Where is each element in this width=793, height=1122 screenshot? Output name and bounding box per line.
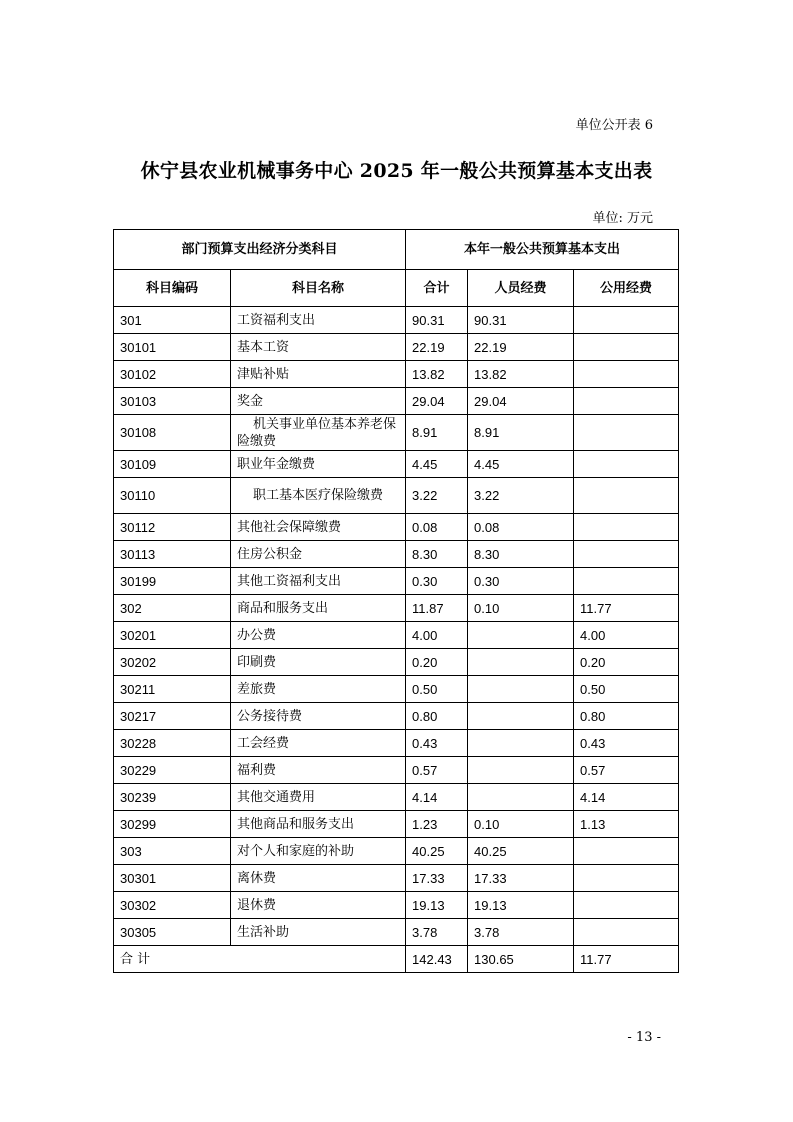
row-code-cell: 30211 — [114, 676, 231, 703]
row-total-cell: 4.45 — [406, 451, 468, 478]
row-personnel-cell — [468, 622, 574, 649]
row-public-cell — [574, 478, 679, 514]
row-name-cell: 机关事业单位基本养老保险缴费 — [231, 415, 406, 451]
row-name-cell: 奖金 — [231, 388, 406, 415]
row-public-cell: 0.20 — [574, 649, 679, 676]
row-personnel-cell: 13.82 — [468, 361, 574, 388]
row-personnel-cell: 0.10 — [468, 811, 574, 838]
row-name-cell: 福利费 — [231, 757, 406, 784]
row-total-cell: 4.14 — [406, 784, 468, 811]
budget-table — [113, 229, 679, 973]
row-name-cell: 基本工资 — [231, 334, 406, 361]
table-row — [114, 757, 679, 784]
row-personnel-cell: 4.45 — [468, 451, 574, 478]
table-row — [114, 388, 679, 415]
row-name-cell: 其他商品和服务支出 — [231, 811, 406, 838]
row-public-cell — [574, 388, 679, 415]
row-public-cell — [574, 451, 679, 478]
row-public-cell: 0.57 — [574, 757, 679, 784]
row-code-cell: 30199 — [114, 568, 231, 595]
row-public-cell — [574, 307, 679, 334]
group-header-row — [114, 230, 679, 270]
row-public-cell: 0.50 — [574, 676, 679, 703]
table-row — [114, 649, 679, 676]
row-total-cell: 19.13 — [406, 892, 468, 919]
row-code-cell: 30101 — [114, 334, 231, 361]
row-code-cell: 30299 — [114, 811, 231, 838]
row-total-cell: 0.57 — [406, 757, 468, 784]
row-total-cell: 4.00 — [406, 622, 468, 649]
table-identifier: 单位公开表 6 — [575, 118, 653, 133]
row-personnel-cell — [468, 649, 574, 676]
row-total-cell: 0.43 — [406, 730, 468, 757]
row-personnel-cell — [468, 757, 574, 784]
column-header-row — [114, 270, 679, 307]
row-public-cell — [574, 514, 679, 541]
row-code-cell: 30229 — [114, 757, 231, 784]
table-row — [114, 307, 679, 334]
page-number: - 13 - — [627, 1030, 661, 1045]
row-code-cell: 30305 — [114, 919, 231, 946]
row-personnel-cell: 8.91 — [468, 415, 574, 451]
table-row — [114, 595, 679, 622]
row-personnel-cell: 0.08 — [468, 514, 574, 541]
row-total-cell: 13.82 — [406, 361, 468, 388]
row-total-cell: 0.20 — [406, 649, 468, 676]
row-personnel-cell: 17.33 — [468, 865, 574, 892]
row-total-cell: 0.08 — [406, 514, 468, 541]
table-row — [114, 451, 679, 478]
page-title: 休宁县农业机械事务中心 2025 年一般公共预算基本支出表 — [140, 160, 653, 182]
row-total-cell: 3.22 — [406, 478, 468, 514]
row-personnel-cell: 0.10 — [468, 595, 574, 622]
table-row — [114, 838, 679, 865]
row-name-cell: 其他交通费用 — [231, 784, 406, 811]
table-row — [114, 478, 679, 514]
column-header-total: 合计 — [406, 270, 468, 307]
row-personnel-cell: 40.25 — [468, 838, 574, 865]
row-public-cell: 0.80 — [574, 703, 679, 730]
row-public-cell: 11.77 — [574, 595, 679, 622]
row-code-cell: 30202 — [114, 649, 231, 676]
row-name-cell: 公务接待费 — [231, 703, 406, 730]
table-body — [114, 307, 679, 973]
table-row — [114, 703, 679, 730]
row-name-cell: 其他社会保障缴费 — [231, 514, 406, 541]
table-row — [114, 784, 679, 811]
row-code-cell: 30112 — [114, 514, 231, 541]
column-header-public: 公用经费 — [574, 270, 679, 307]
row-public-cell: 1.13 — [574, 811, 679, 838]
row-name-cell: 对个人和家庭的补助 — [231, 838, 406, 865]
table-row — [114, 568, 679, 595]
row-name-cell: 印刷费 — [231, 649, 406, 676]
table-row — [114, 514, 679, 541]
total-public-cell: 11.77 — [574, 946, 679, 973]
unit-label: 单位: 万元 — [592, 211, 653, 226]
row-public-cell: 4.00 — [574, 622, 679, 649]
column-header-personnel: 人员经费 — [468, 270, 574, 307]
row-personnel-cell: 90.31 — [468, 307, 574, 334]
row-public-cell — [574, 361, 679, 388]
row-personnel-cell: 3.78 — [468, 919, 574, 946]
row-personnel-cell — [468, 730, 574, 757]
row-code-cell: 301 — [114, 307, 231, 334]
row-total-cell: 11.87 — [406, 595, 468, 622]
row-name-cell: 职业年金缴费 — [231, 451, 406, 478]
group-header-basic-expenditure: 本年一般公共预算基本支出 — [406, 230, 679, 270]
row-total-cell: 90.31 — [406, 307, 468, 334]
row-name-cell: 津贴补贴 — [231, 361, 406, 388]
row-code-cell: 30302 — [114, 892, 231, 919]
row-code-cell: 30228 — [114, 730, 231, 757]
table-row — [114, 361, 679, 388]
row-total-cell: 40.25 — [406, 838, 468, 865]
row-code-cell: 30239 — [114, 784, 231, 811]
table-row — [114, 919, 679, 946]
row-name-cell: 住房公积金 — [231, 541, 406, 568]
row-public-cell — [574, 334, 679, 361]
table-row — [114, 865, 679, 892]
row-name-cell: 差旅费 — [231, 676, 406, 703]
row-personnel-cell — [468, 676, 574, 703]
row-total-cell: 0.50 — [406, 676, 468, 703]
row-personnel-cell: 8.30 — [468, 541, 574, 568]
table-row — [114, 676, 679, 703]
row-personnel-cell — [468, 784, 574, 811]
row-public-cell — [574, 415, 679, 451]
column-header-code: 科目编码 — [114, 270, 231, 307]
row-public-cell — [574, 838, 679, 865]
row-code-cell: 302 — [114, 595, 231, 622]
table-row — [114, 541, 679, 568]
row-name-cell: 工资福利支出 — [231, 307, 406, 334]
table-row — [114, 334, 679, 361]
row-name-cell: 其他工资福利支出 — [231, 568, 406, 595]
row-public-cell: 4.14 — [574, 784, 679, 811]
total-total-cell: 142.43 — [406, 946, 468, 973]
row-total-cell: 0.80 — [406, 703, 468, 730]
row-name-cell: 离休费 — [231, 865, 406, 892]
row-total-cell: 17.33 — [406, 865, 468, 892]
total-label-cell: 合 计 — [114, 946, 406, 973]
row-personnel-cell: 0.30 — [468, 568, 574, 595]
row-public-cell — [574, 865, 679, 892]
row-personnel-cell — [468, 703, 574, 730]
row-name-cell: 办公费 — [231, 622, 406, 649]
total-row — [114, 946, 679, 973]
row-code-cell: 30108 — [114, 415, 231, 451]
row-public-cell — [574, 919, 679, 946]
row-public-cell — [574, 541, 679, 568]
row-personnel-cell: 29.04 — [468, 388, 574, 415]
total-personnel-cell: 130.65 — [468, 946, 574, 973]
row-code-cell: 30109 — [114, 451, 231, 478]
row-public-cell — [574, 892, 679, 919]
row-name-cell: 商品和服务支出 — [231, 595, 406, 622]
row-name-cell: 生活补助 — [231, 919, 406, 946]
table-row — [114, 622, 679, 649]
row-personnel-cell: 3.22 — [468, 478, 574, 514]
row-code-cell: 30301 — [114, 865, 231, 892]
table-row — [114, 730, 679, 757]
row-total-cell: 1.23 — [406, 811, 468, 838]
row-total-cell: 29.04 — [406, 388, 468, 415]
row-name-cell: 工会经费 — [231, 730, 406, 757]
row-total-cell: 8.91 — [406, 415, 468, 451]
row-code-cell: 303 — [114, 838, 231, 865]
row-personnel-cell: 22.19 — [468, 334, 574, 361]
row-code-cell: 30201 — [114, 622, 231, 649]
row-personnel-cell: 19.13 — [468, 892, 574, 919]
column-header-name: 科目名称 — [231, 270, 406, 307]
row-code-cell: 30103 — [114, 388, 231, 415]
row-total-cell: 3.78 — [406, 919, 468, 946]
row-name-cell: 退休费 — [231, 892, 406, 919]
row-public-cell: 0.43 — [574, 730, 679, 757]
row-total-cell: 0.30 — [406, 568, 468, 595]
row-code-cell: 30113 — [114, 541, 231, 568]
row-code-cell: 30102 — [114, 361, 231, 388]
table-row — [114, 811, 679, 838]
row-total-cell: 8.30 — [406, 541, 468, 568]
row-name-cell: 职工基本医疗保险缴费 — [231, 478, 406, 514]
row-code-cell: 30110 — [114, 478, 231, 514]
row-public-cell — [574, 568, 679, 595]
row-code-cell: 30217 — [114, 703, 231, 730]
group-header-classification: 部门预算支出经济分类科目 — [114, 230, 406, 270]
table-row — [114, 415, 679, 451]
table-row — [114, 892, 679, 919]
row-total-cell: 22.19 — [406, 334, 468, 361]
